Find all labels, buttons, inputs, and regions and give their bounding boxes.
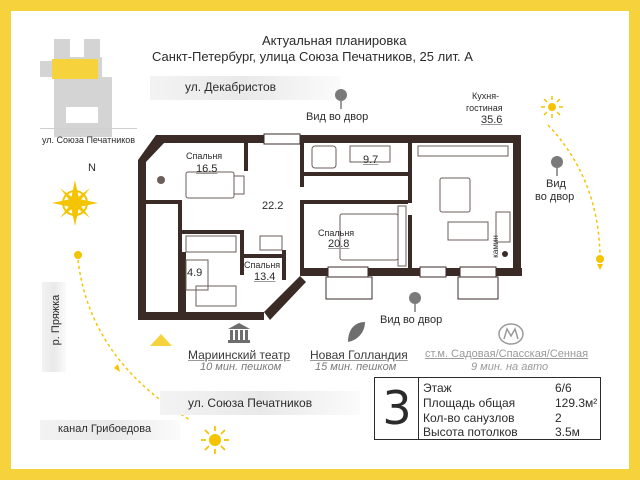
leaf-icon xyxy=(346,320,366,344)
fireplace-label: камин xyxy=(490,235,500,258)
room-bedroom1-label: Спальня xyxy=(186,151,223,161)
floor-number: 3 xyxy=(382,381,412,435)
street-bottom-label: ул. Союза Печатников xyxy=(188,396,313,410)
info-row-label: Кол-во санузлов xyxy=(423,411,515,425)
room-kitchen-area: 35.6 xyxy=(481,114,503,126)
apartment-info-box xyxy=(374,377,601,440)
view-label-bottom: Вид во двор xyxy=(380,314,443,326)
info-row-value: 6/6 xyxy=(555,381,572,395)
view-label-right-2: во двор xyxy=(535,191,575,203)
room-kitchen-label-1: Кухня- xyxy=(472,91,500,101)
river-label: р. Пряжка xyxy=(50,294,62,346)
entrance-arrow-icon xyxy=(150,334,172,346)
landmark-3-time: 9 мин. на авто xyxy=(471,361,549,373)
landmark-2-time: 15 мин. пешком xyxy=(315,361,397,373)
site-map-caption: ул. Союза Печатников xyxy=(42,135,136,145)
street-top-label: ул. Декабристов xyxy=(185,80,277,94)
room-bedroom2-area: 20.8 xyxy=(328,238,350,250)
info-divider xyxy=(418,378,419,439)
room-bedroom1-area: 16.5 xyxy=(196,163,218,175)
metro-icon xyxy=(498,323,524,345)
landmark-1-time: 10 мин. пешком xyxy=(200,361,282,373)
room-small-area: 4.9 xyxy=(187,267,203,279)
room-kitchen-label-2: гостиная xyxy=(466,103,503,113)
room-bath-area: 9.7 xyxy=(363,154,379,166)
title-line-2: Санкт-Петербург, улица Союза Печатников, 25 лит. А xyxy=(152,49,473,64)
landmark-3-name: ст.м. Садовая/Спасская/Сенная xyxy=(425,348,589,360)
info-row-label: Этаж xyxy=(423,381,452,395)
landmark-1-name: Мариинский театр xyxy=(188,348,291,362)
info-row-value: 3.5м xyxy=(555,425,580,439)
room-hall-area: 22.2 xyxy=(262,200,284,212)
landmark-2-name: Новая Голландия xyxy=(310,348,408,362)
theatre-icon xyxy=(228,323,250,343)
canal-label: канал Грибоедова xyxy=(58,423,152,435)
view-label-top: Вид во двор xyxy=(306,111,369,123)
title-line-1: Актуальная планировка xyxy=(262,33,407,48)
info-row-value: 2 xyxy=(555,411,562,425)
info-row-label: Высота потолков xyxy=(423,425,518,439)
view-label-right-1: Вид xyxy=(546,178,566,190)
room-bedroom3-area: 13.4 xyxy=(254,271,276,283)
room-bedroom2-label: Спальня xyxy=(318,228,355,238)
info-row-value: 129.3м² xyxy=(555,396,598,410)
info-row-label: Площадь общая xyxy=(423,396,516,410)
compass-north-label: N xyxy=(88,162,96,174)
room-bedroom3-label: Спальня xyxy=(244,260,281,270)
